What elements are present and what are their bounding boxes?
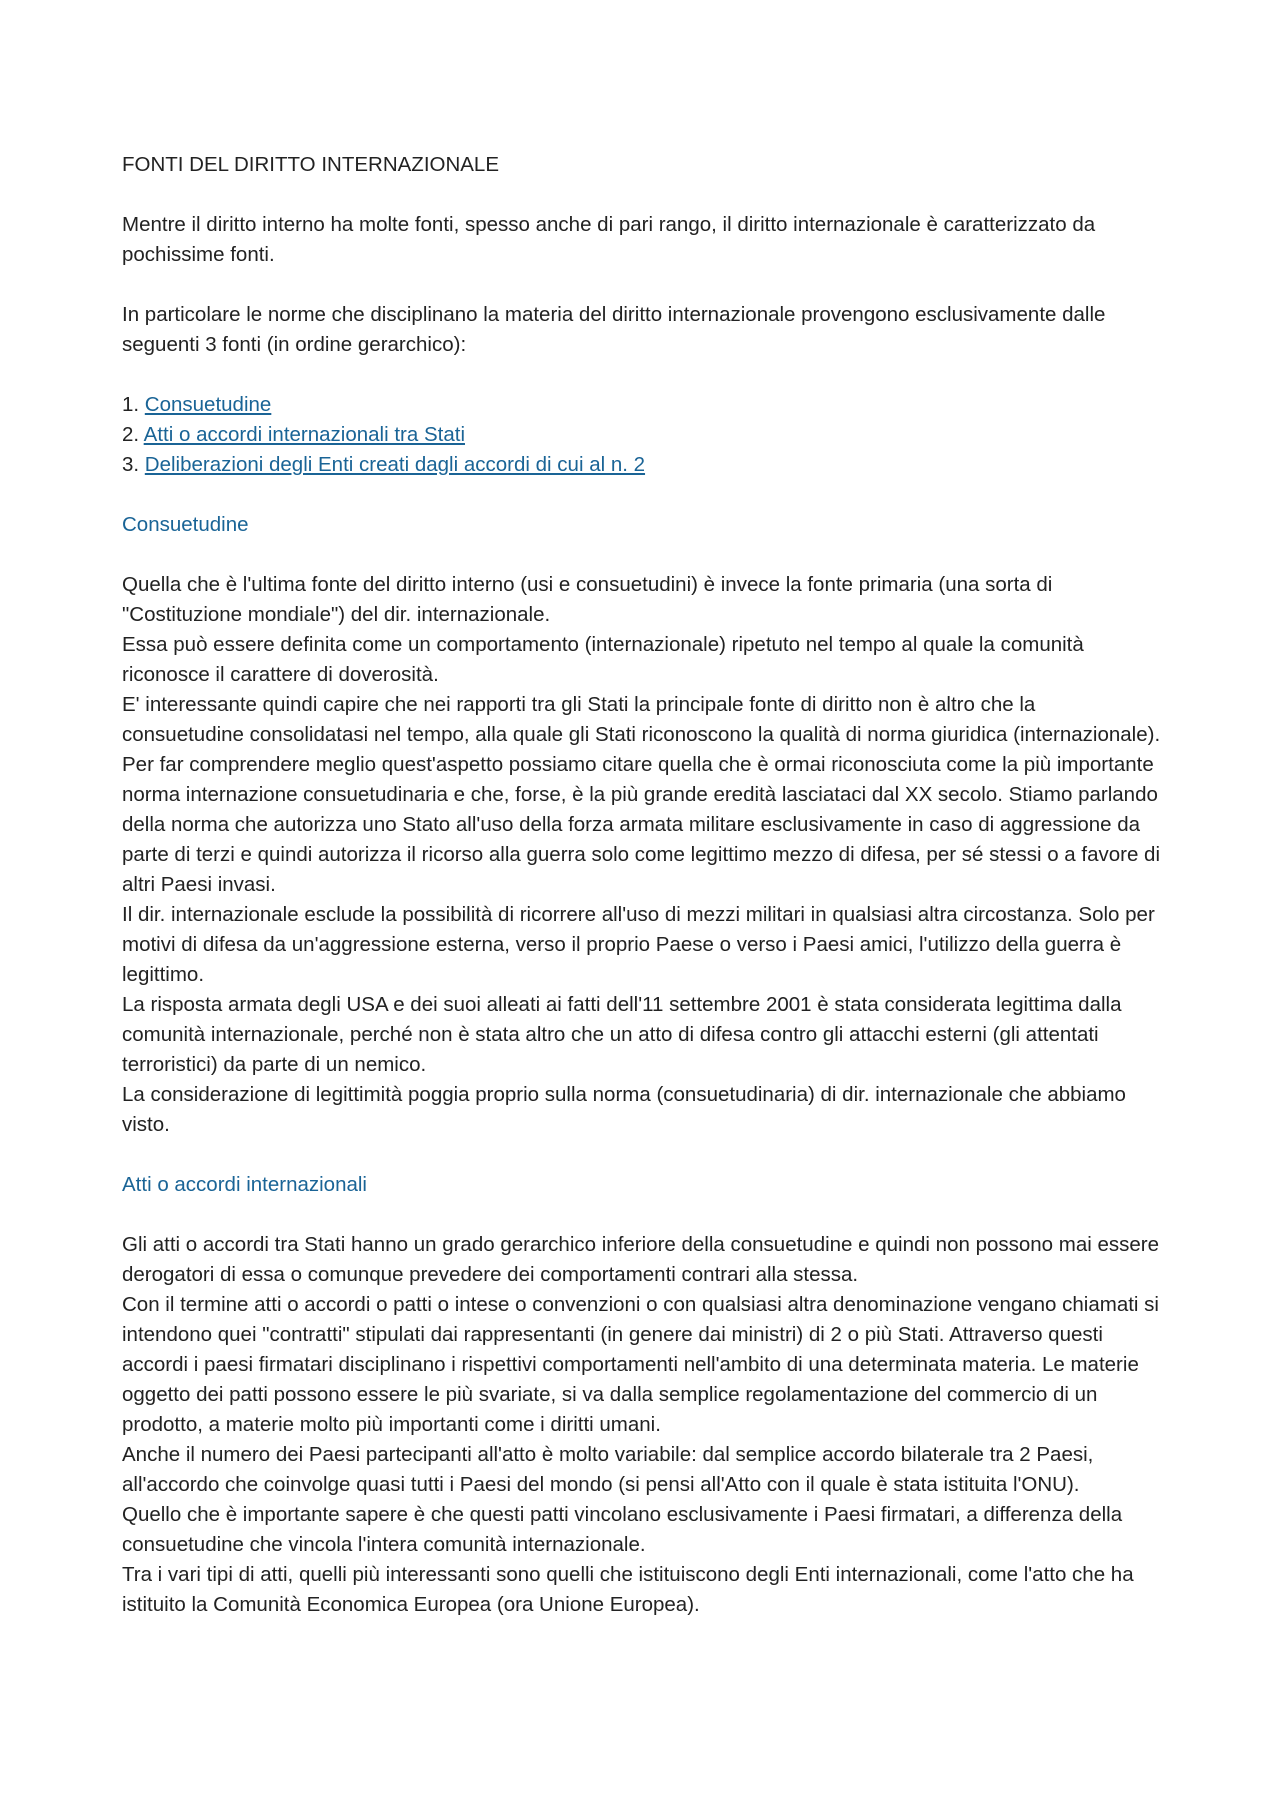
spacer <box>122 270 1162 300</box>
intro-paragraph-2: In particolare le norme che disciplinano la materia del diritto internazionale provengono esclusivamente dalle seguenti 3 fonti (in ordine gerarchico): <box>122 303 1106 356</box>
section-paragraph: Quello che è importante sapere è che questi patti vincolano esclusivamente i Paesi firmatari, a differenza della consuetudine che vincola l'intera comunità internazionale. <box>122 1503 1123 1556</box>
section-paragraph: La considerazione di legittimità poggia proprio sulla norma (consuetudinaria) di dir. internazionale che abbiamo visto. <box>122 1083 1126 1136</box>
toc-link-consuetudine[interactable]: Consuetudine <box>144 393 272 416</box>
section-paragraph: Quella che è l'ultima fonte del diritto interno (usi e consuetudini) è invece la fonte primaria (una sorta di "Costituzione mondiale") del dir. internazionale. <box>122 573 1053 626</box>
spacer <box>122 360 1162 390</box>
spacer <box>122 180 1162 210</box>
spacer <box>122 1200 1162 1230</box>
section-paragraph: Essa può essere definita come un comportamento (internazionale) ripetuto nel tempo al quale la comunità riconosce il carattere di doverosità. <box>122 633 1084 686</box>
section-paragraph: Con il termine atti o accordi o patti o intese o convenzioni o con qualsiasi altra denominazione vengano chiamati si intendono quei "contratti" stipulati dai rappresentanti (in genere dai ministri) di 2 o più Stati. Attraverso questi accordi i paesi firmatari disciplinano i rispettivi comportamenti nell'ambito di una determinata materia. Le materie oggetto dei patti possono essere le più svariate, si va dalla semplice regolamentazione del commercio di un prodotto, a materie molto più importanti come i diritti umani. <box>122 1293 1159 1436</box>
document-page <box>122 150 1162 1620</box>
spacer <box>122 540 1162 570</box>
document-title: FONTI DEL DIRITTO INTERNAZIONALE <box>122 153 500 176</box>
table-of-contents <box>122 390 1162 480</box>
intro-paragraph-1: Mentre il diritto interno ha molte fonti, spesso anche di pari rango, il diritto internazionale è caratterizzato da pochissime fonti. <box>122 213 1096 266</box>
spacer <box>122 1140 1162 1170</box>
section-paragraph: La risposta armata degli USA e dei suoi alleati ai fatti dell'11 settembre 2001 è stata considerata legittima dalla comunità internazionale, perché non è stata altro che un atto di difesa contro gli attacchi esterni (gli attentati terroristici) da parte di un nemico. <box>122 993 1122 1076</box>
section-paragraph: Tra i vari tipi di atti, quelli più interessanti sono quelli che istituiscono degli Enti internazionali, come l'atto che ha istituito la Comunità Economica Europea (ora Unione Europea). <box>122 1563 1134 1616</box>
section-heading-consuetudine: Consuetudine <box>122 513 249 536</box>
section-heading-atti: Atti o accordi internazionali <box>122 1173 367 1196</box>
section-paragraph: Gli atti o accordi tra Stati hanno un grado gerarchico inferiore della consuetudine e quindi non possono mai essere derogatori di essa o comunque prevedere dei comportamenti contrari alla stessa. <box>122 1233 1160 1286</box>
toc-link-atti[interactable]: Atti o accordi internazionali tra Stati <box>143 423 465 446</box>
toc-item-deliberazioni <box>122 450 1162 480</box>
toc-item-consuetudine <box>122 390 1162 420</box>
toc-link-deliberazioni[interactable]: Deliberazioni degli Enti creati dagli accordi di cui al n. 2 <box>144 453 646 476</box>
section-paragraph: Il dir. internazionale esclude la possibilità di ricorrere all'uso di mezzi militari in qualsiasi altra circostanza. Solo per motivi di difesa da un'aggressione esterna, verso il proprio Paese o verso i Paesi amici, l'utilizzo della guerra è legittimo. <box>122 903 1155 986</box>
section-paragraph: Per far comprendere meglio quest'aspetto possiamo citare quella che è ormai riconosciuta come la più importante norma internazione consuetudinaria e che, forse, è la più grande eredità lasciataci dal XX secolo. Stiamo parlando della norma che autorizza uno Stato all'uso della forza armata militare esclusivamente in caso di aggressione da parte di terzi e quindi autorizza il ricorso alla guerra solo come legittimo mezzo di difesa, per sé stessi o a favore di altri Paesi invasi. <box>122 753 1161 896</box>
toc-number: 2. <box>122 423 144 446</box>
toc-number: 3. <box>122 453 145 476</box>
spacer <box>122 480 1162 510</box>
toc-number: 1. <box>122 393 145 416</box>
toc-item-atti <box>122 420 1162 450</box>
section-paragraph: Anche il numero dei Paesi partecipanti all'atto è molto variabile: dal semplice accordo bilaterale tra 2 Paesi, all'accordo che coinvolge quasi tutti i Paesi del mondo (si pensi all'Atto con il quale è stata istituita l'ONU). <box>122 1443 1094 1496</box>
section-paragraph: E' interessante quindi capire che nei rapporti tra gli Stati la principale fonte di diritto non è altro che la consuetudine consolidatasi nel tempo, alla quale gli Stati riconoscono la qualità di norma giuridica (internazionale). <box>122 693 1161 746</box>
